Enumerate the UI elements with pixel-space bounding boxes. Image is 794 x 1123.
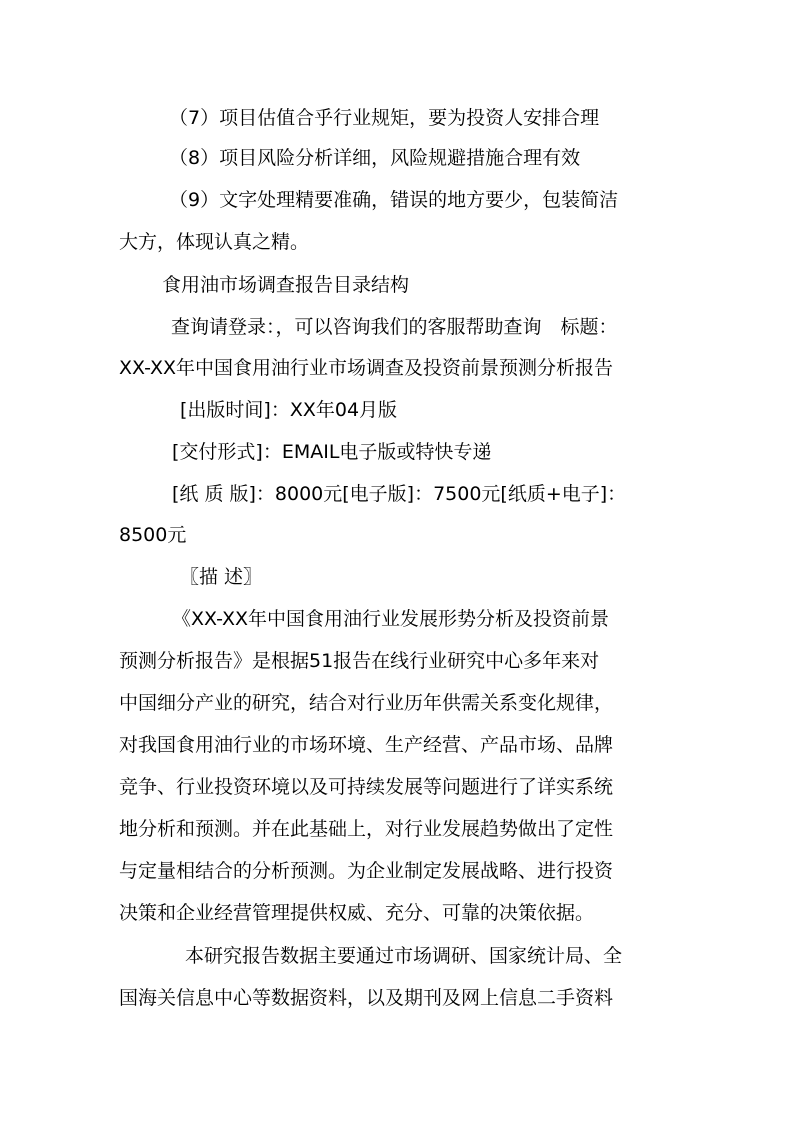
text-line: 与定量相结合的分析预测。为企业制定发展战略、进行投资: [119, 860, 614, 882]
text-line: 中国细分产业的研究，结合对行业历年供需关系变化规律，: [119, 692, 614, 714]
delivery-format: [交付形式]：EMAIL电子版或特快专递: [172, 441, 492, 463]
price-line: [纸 质 版]：8000元[电子版]：7500元[纸质+电子]：: [172, 483, 627, 505]
report-title: XX-XX年中国食用油行业市场调查及投资前景预测分析报告: [119, 357, 614, 379]
text-line: 《XX-XX年中国食用油行业发展形势分析及投资前景: [172, 608, 610, 630]
text-line: 地分析和预测。并在此基础上，对行业发展趋势做出了定性: [119, 818, 614, 840]
text-line: 本研究报告数据主要通过市场调研、国家统计局、全: [185, 945, 623, 967]
text-line: （9）文字处理精要准确，错误的地方要少，包装简洁: [169, 189, 619, 211]
text-line: 竞争、行业投资环境以及可持续发展等问题进行了详实系统: [119, 776, 614, 798]
description-heading: 〖描 述〗: [180, 566, 263, 588]
text-line: （7）项目估值合乎行业规矩，要为投资人安排合理: [169, 107, 600, 129]
publish-time: [出版时间]：XX年04月版: [180, 399, 398, 421]
text-line: 国海关信息中心等数据资料，以及期刊及网上信息二手资料: [119, 987, 614, 1009]
text-line: 预测分析报告》是根据51报告在线行业研究中心多年来对: [119, 650, 600, 672]
text-line: 查询请登录：，可以咨询我们的客服帮助查询 标题：: [171, 316, 618, 338]
section-heading: 食用油市场调查报告目录结构: [162, 274, 410, 296]
text-line: 决策和企业经营管理提供权威、充分、可靠的决策依据。: [119, 902, 595, 924]
text-line: 对我国食用油行业的市场环境、生产经营、产品市场、品牌: [119, 734, 614, 756]
text-line: 大方，体现认真之精。: [119, 231, 310, 253]
text-line: （8）项目风险分析详细，风险规避措施合理有效: [169, 147, 581, 169]
price-line: 8500元: [119, 524, 187, 546]
